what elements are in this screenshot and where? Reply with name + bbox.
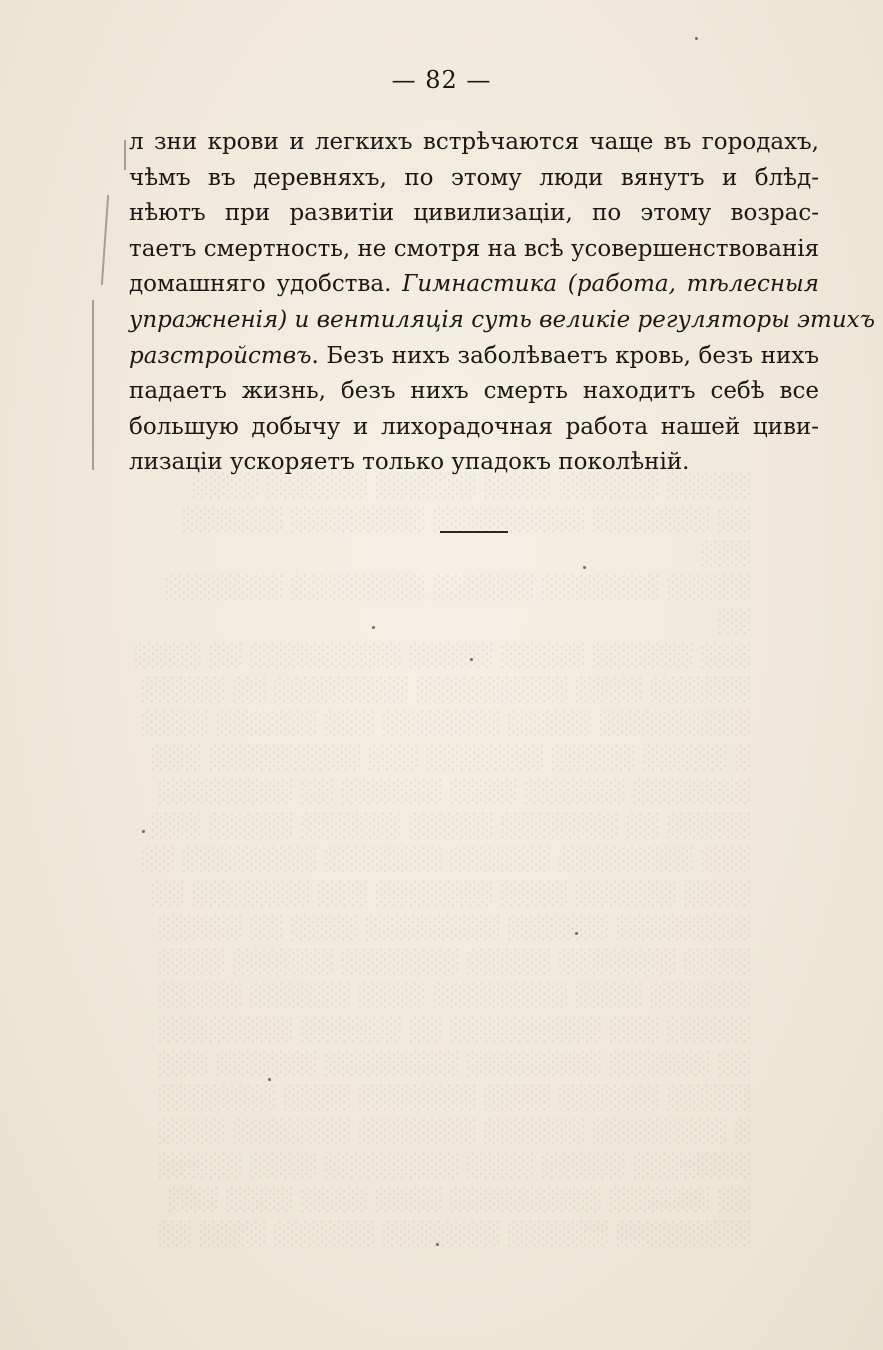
text-segment: домашняго удобства. <box>129 271 403 298</box>
text-segment: чѣмъ въ деревняхъ, по этому люди вянутъ и блѣд- <box>129 164 819 191</box>
paper-speck <box>583 566 586 569</box>
italic-text-segment: упражненія) и вентиляція суть великіе регуляторы этихъ <box>129 306 875 333</box>
text-segment: нѣютъ при развитіи цивилизаціи, по этому возрас- <box>129 200 819 227</box>
paper-speck <box>575 932 578 935</box>
text-segment: таетъ смертность, не смотря на всѣ усовершенствованія <box>129 235 820 262</box>
text-line <box>129 374 819 410</box>
body-text <box>129 125 875 481</box>
italic-text-segment: разстройствъ <box>129 342 312 369</box>
text-segment: падаетъ жизнь, безъ нихъ смерть находитъ себѣ все <box>129 378 819 405</box>
text-segment: . Безъ нихъ заболѣваетъ кровь, безъ нихъ <box>311 342 819 369</box>
text-line <box>129 161 819 197</box>
margin-pencil-mark <box>101 195 109 285</box>
section-rule <box>440 531 508 533</box>
text-segment: л зни крови и легкихъ встрѣчаются чаще въ городахъ, <box>129 129 819 155</box>
text-line <box>129 196 819 232</box>
italic-text-segment: Гимнастика (работа, тѣлесныя <box>402 271 819 298</box>
text-line <box>129 125 819 161</box>
paper-speck <box>142 830 145 833</box>
paper-speck <box>268 1078 271 1081</box>
text-line <box>129 303 875 339</box>
text-line <box>129 339 819 375</box>
text-segment: большую добычу и лихорадочная работа нашей циви- <box>129 413 819 440</box>
reverse-side-bleed-through: ░░░░░ ░░░░░░ ░░░░ ░░░░░░ ░░░░░░ ░░░░ ░░ ░░░░░░░ ░░░░░░░░░ ░░░░░░░░ ░░░░░░ ░░░ ░░░░░ ░░░░░░░ ░░░░░░ ░░░░░░░░ ░░░░░░░ ░░ ░░░ ░░░░░░ ░░░░░ ░░░░░ ░░░░░░░░░ ░░ ░░░░ ░░░░░░ ░░░░ ░░░░░░░░░ ░░░░░░░░ ░░ ░░░░░ ░░░░░░░░░ ░░░░░ ░░░░░░░ ░░░ ░░░░░░ ░░░░ ░ ░░░░░ ░░░░░ ░░░░░░░ ░░░ ░░░░░░░░░ ░░░ ░░░░░░░ ░░░░░░ ░░░░ ░░░░░░ ░░ ░░░░░░░░ ░░░░░ ░░ ░░░░░░░ ░░░░░ ░░░░░░ ░░░░░ ░░░ ░░░ ░░░░░░░░ ░░░░░░ ░░░░░░░ ░░░░░░░░ ░░ ░░░░ ░░░░░░ ░░░░ ░░░░░░░ ░░░ ░░░░░░░ ░░ ░░░░░░░░ ░░░░░░ ░░░░░░░░ ░░░░ ░░ ░░░░░ ░░░░ ░░░░░░░ ░░░░░ ░░░░░░░ ░░░░░░ ░░░░ ░░░░░░ ░░░░ ░░░░░░░░ ░░░░ ░░░░░░ ░░░░░ ░░░░░ ░░░ ░░░░░░░░░ ░░ ░░░░░░ ░░░░░░░░ ░░ ░░░░░░ ░░░░░░░░ ░░░░░░░░ ░░░░░░ ░░░ ░░░░░ ░░░░░░ ░░░░ ░░░░░░░ ░░░░ ░░░░░░░ ░ ░░░░░░░░ ░░░░░░ ░░░░░░░ ░░░░░░░ ░░░░ ░░░░░░░ ░░░░░ ░░░░ ░░░░░░░░ ░░░░ ░░░░░ ░░ ░░░░░░ ░░░░░░░░░ ░░░░ ░░░░ ░░░░ ░░░ ░░░░░░░░ ░░░░░░ ░░░░░░░ ░░░░░░ ░░░░ ░░ <box>132 474 750 1247</box>
page-number: — 82 — <box>391 66 492 94</box>
text-line <box>129 445 819 481</box>
paper-speck <box>470 658 473 661</box>
paper-speck <box>372 626 375 629</box>
text-line <box>129 410 819 446</box>
text-line <box>129 267 819 303</box>
paper-speck <box>436 1243 439 1246</box>
paper-speck <box>695 37 698 40</box>
margin-pencil-mark <box>124 140 126 170</box>
text-segment: лизаціи ускоряетъ только упадокъ поколѣній. <box>129 449 690 476</box>
text-line <box>129 232 819 268</box>
margin-pencil-mark <box>92 300 94 470</box>
